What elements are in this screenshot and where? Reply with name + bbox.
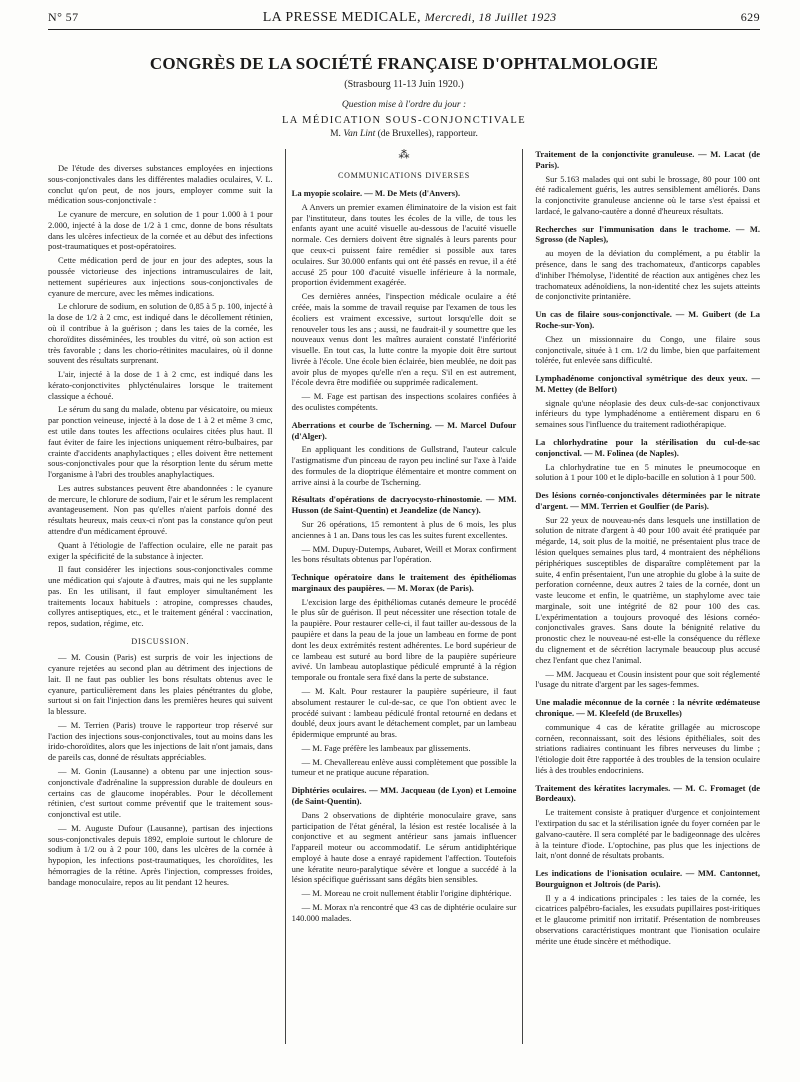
article-title: CONGRÈS DE LA SOCIÉTÉ FRANÇAISE D'OPHTALMOLOGIE [149,54,659,73]
communication-heading: Recherches sur l'immunisation dans le trachome. — M. Sgrosso (de Naples), [535,223,761,245]
paragraph: Le chlorure de sodium, en solution de 0,85 à 5 p. 100, injecté à la dose de 1/2 à 2 cmc, est indiqué dans le décollement rétinien, où il contribue à la guérison ; dans les taies de la cornée, les choroïdites disséminées, les troubles du vitré, où son action est très favorable ; dans les chorio-rétinites maculaires, où il donne souvent des résultats surprenant. [48,301,273,366]
paragraph: La chlorhydratine tue en 5 minutes le pneumocoque en solution à 1 pour 100 et le diplo-bacille en solution à 1 pour 500. [535,461,761,483]
communication-heading: Des lésions cornéo-conjonctivales déterminées par le nitrate d'argent. — MM. Terrien et Goulfier (de Paris). [535,490,761,511]
paragraph: — M. Fage est partisan des inspections scolaires confiées à des oculistes compétents. [291,391,517,412]
paragraph: Sur 5.163 malades qui ont subi le brossage, 80 pour 100 ont été radicalement guéris, les autres sensiblement améliorés. Dans la conjonctivite granuleuse ancienne où le tarse s'est épaissi et lardacé, le galvano-cautère a donné d'heureux résultats. [535,173,761,216]
paragraph: Ces dernières années, l'inspection médicale oculaire a été créée, mais la somme de travail requise par l'examen de tous les écoliers est vraiment excessive, surtout lorsqu'elle doit se renouveler tous les ans ; aussi, ne faudrait-il y soumettre que les nouveaux venus dont les maîtres auraient constaté l'infériorité visuelle. En tout cas, la lutte contre la myopie doit être surtout livrée à l'école. Une école bien éclairée, bien meublée, ne doit pas avoir plus de myopes qu'elle n'en a reçu. S'il en est autrement, l'école devra être modifiée ou supprimée radicalement. [291,291,517,388]
communication-heading: La myopie scolaire. — M. De Mets (d'Anvers). [291,188,461,199]
paragraph: De l'étude des diverses substances employées en injections sous-conjonctivales dans les différentes maladies oculaires, V. L. conclut qu'on peut, de nos jours, employer comme suit la médication sous-conjonctivale : [48,163,273,206]
question-line: Question mise à l'ordre du jour : [341,100,467,110]
issue-number: N° 57 [48,10,79,24]
discussion-heading: DISCUSSION. [131,637,190,647]
communication-heading: Un cas de filaire sous-conjonctivale. — M. Guibert (de La Roche-sur-Yon). [535,309,761,330]
reporter-prefix: M. [330,129,341,139]
paragraph: Cette médication perd de jour en jour des adeptes, sous la poussée victorieuse des injections intramusculaires de lait, nettement supérieures aux injections sous-conjonctivales de cyanure de mercure, avec les mêmes indications. [48,255,273,298]
communication-heading: Technique opératoire dans le traitement des épithéliomas marginaux des paupières. — M. Morax (de Paris). [291,572,517,593]
paragraph: Le sérum du sang du malade, obtenu par vésicatoire, ou mieux par ponction veineuse, injecté à la dose de 1 à 2 et même 3 cmc, est utile dans toutes les affections oculaires citées plus haut. Il faut éviter de faire les injections uniquement rétro-bulbaires, par crainte d'accidents anaphylactiques ; elles doivent être nettement sous-conjonctivales pour que la résorption lente du sérum mette l'organisme à l'abri des troubles anaphylactiques. [48,404,273,480]
reporter-name: Van Lint [343,129,376,139]
paragraph: En appliquant les conditions de Gullstrand, l'auteur calcule l'astigmatisme d'un pinceau de rayon peu incliné sur l'axe à l'aide des formules de la dioptrique élémentaire et montre comment on arrive ainsi à la courbe de Tscherning. [291,444,517,487]
asterism: ⁂ [398,149,410,161]
communication-heading: Aberrations et courbe de Tscherning. — M. Marcel Dufour (d'Alger). [291,419,517,441]
subject-heading: LA MÉDICATION SOUS-CONJONCTIVALE [281,115,527,126]
running-header [48,10,760,30]
paragraph: Sur 26 opérations, 15 remontent à plus de 6 mois, les plus anciennes à 1 an. Dans tous les cas les suites furent excellentes. [291,519,517,540]
paragraph: Le cyanure de mercure, en solution de 1 pour 1.000 à 1 pour 2.000, injecté à la dose de 1/2 à 1 cmc, donne de bons résultats dans les ulcères infectieux de la cornée et au début des infections post-traumatiques et post-opératoires. [48,209,273,252]
communication-heading: Résultats d'opérations de dacryocysto-rhinostomie. — MM. Husson (de Saint-Quentin) et Jeandelize (de Nancy). [291,494,517,516]
paragraph: — M. Cousin (Paris) est surpris de voir les injections de cyanure rejetées au second plan au détriment des injections de lait. Il ne faut pas oublier les bons résultats obtenus avec le cyanure, particulièrement dans les plaies pénétrantes du globe, surtout si on fait l'injection dans les premières heures qui suivent la blessure. [48,652,273,717]
issue-date: Mercredi, 18 Juillet 1923 [424,10,557,24]
paragraph: communique 4 cas de kératite grillagée au microscope cornéen, reconnaissant, soit des lésions épithéliales, soit des striations radiaires continuant les fibres nerveuses du limbe ; l'étiologie doit être rapportée à des troubles de la tension oculaire liés à des troubles endocriniens. [535,721,761,775]
paragraph: Sur 22 yeux de nouveau-nés dans lesquels une instillation de solution de nitrate d'argent à 40 pour 100 avait été pratiquée par mégarde, 14, soit plus de la moitié, ne présentaient plus trace de lésion quelques semaines plus tard, 4 montraient des néphélions périphériques susceptibles de disparaître complètement par la suite, 4 enfin présentaient, l'un une atrophie du globe à la suite de perforation cornéenne, deux autres 2 taies de la cornée, dont un vaste leucome et enfin, le quatrième, un staphylome avec taie marginale, soit une intégrité de 82 pour 100 des cas. L'expérimentation a toujours provoqué des lésions cornéo-conjonctivales graves. Sans doute la bénignité relative du pronostic chez le nouveau-né est-elle la conséquence du réflexe du clignement et de sécrétion lacrymale beaucoup plus accusé chez l'enfant que chez l'animal. [535,514,761,665]
column-middle [285,149,524,1044]
page-number: 629 [740,10,760,24]
reporter-suffix: (de Bruxelles), rapporteur. [377,129,478,139]
paragraph: Les autres substances peuvent être abandonnées : le cyanure de mercure, le chlorure de sodium, l'air et le sérum les remplacent avantageusement. Non pas qu'elles n'aient parfois donné des résultats heureux, mais ceux-ci n'ont pas la constance qu'on peut attendre d'un médicament éprouvé. [48,482,273,536]
paragraph: Il y a 4 indications principales : les taies de la cornée, les cicatrices palpébro-faciales, les exsudats pupillaires post-iritiques et le glaucome primitif non irritatif. Présentation de nombreuses observations caractéristiques montrant que l'ionisation oculaire mérite une étude sincère et méthodique. [535,892,761,946]
section-heading: COMMUNICATIONS DIVERSES [338,170,470,180]
paragraph: — M. Fage préfère les lambeaux par glissements. [301,742,471,753]
communication-heading: Une maladie méconnue de la cornée : la névrite œdémateuse chronique. — M. Kleefeld (de Bruxelles) [535,697,761,718]
column-right [535,149,760,1044]
article-subtitle: (Strasbourg 11-13 Juin 1920.) [344,79,464,90]
paragraph: — M. Gonin (Lausanne) a obtenu par une injection sous-conjonctivale d'adrénaline la suppression durable de douleurs en certains cas de glaucome inopérables. Pour le décollement rétinien, c'est surtout comme préventif que le traitement sous-conjonctival est utile. [48,766,273,820]
paragraph: Quant à l'étiologie de l'affection oculaire, elle ne parait pas exiger la spécificité de la substance à injecter. [48,539,273,561]
paragraph: Chez un missionnaire du Congo, une filaire sous conjonctivale, située à 1 cm. 1/2 du limbe, bien que parfaitement tolérée, fut enlevée sans difficulté. [535,333,761,366]
paragraph: Il faut considérer les injections sous-conjonctivales comme une médication qui s'ajoute à d'autres, mais qui ne les supplante pas. En les utilisant, il faut employer simultanément les traitements locaux habituels : atropine, compresses chaudes, collyres antiseptiques, etc., et le traitement général : vaccination, repos, sudation, régime, etc. [48,564,273,629]
paragraph: — M. Morax n'a rencontré que 43 cas de diphtérie oculaire sur 140.000 malades. [291,902,517,923]
paragraph: signale qu'une néoplasie des deux culs-de-sac conjonctivaux inférieurs du type lymphadénome a entièrement disparu en 6 semaines sous l'influence du traitement radiothérapique. [535,397,761,430]
communication-heading: Les indications de l'ionisation oculaire. — MM. Cantonnet, Bourguignon et Joltrois (de Paris). [535,868,761,889]
journal-title [263,10,557,26]
paragraph: — M. Moreau ne croit nullement établir l'origine diphtérique. [301,888,512,899]
paragraph: — M. Auguste Dufour (Lausanne), partisan des injections sous-conjonctivales depuis 1892, emploie surtout le chlorure de sodium à 1/2 ou à 2 pour 100, dans les ulcères de la cornée à hypopion, les infections post-traumatiques, les choroïdites, les hémorragies de la rétine. Après l'injection, compresses froides, bandage monoculaire, repos au lit pendant 12 heures. [48,822,273,887]
paragraph: — M. Terrien (Paris) trouve le rapporteur trop réservé sur l'action des injections sous-conjonctivales, tout au moins dans les irido-choroïdites, alors que les injections de lait n'ont jamais, dans de pareils cas, donné de résultats appréciables. [48,719,273,763]
paragraph: L'air, injecté à la dose de 1 à 2 cmc, est indiqué dans les kérato-conjonctivites phlycténulaires lorsque le traitement classique a échoué. [48,369,273,401]
paragraph: au moyen de la déviation du complément, a pu établir la présence, dans le sang des trachomateux, d'anticorps capables d'inhiber l'hémolyse, l'identité de réaction aux antigènes chez les trachomateux adénoïdiens, la non-identité chez les sujets atteints de conjonctivite printanière. [535,248,761,302]
communication-heading: Lymphadénome conjonctival symétrique des deux yeux. — M. Mettey (de Belfort) [535,373,761,394]
paragraph: — M. Chevallereau enlève aussi complètement que possible la tumeur et ne pratique aucune réparation. [291,756,517,778]
paragraph: — M. Kalt. Pour restaurer la paupière supérieure, il faut absolument restaurer le cul-de-sac, ce que l'on obtient avec le procédé suivant : lambeau pédiculé frontal retourné en dedans et doublé, deux jours avant le détachement complet, par un lambeau épidermique emprunté au bras. [291,685,517,740]
paragraph: — MM. Dupuy-Dutemps, Aubaret, Weill et Morax confirment les bons résultats obtenus par l'opération. [291,543,517,565]
communication-heading: Diphtéries oculaires. — MM. Jacqueau (de Lyon) et Lemoine (de Saint-Quentin). [291,785,517,806]
article-columns [48,149,760,1044]
column-left [48,149,273,1044]
paragraph: A Anvers un premier examen éliminatoire de la vision est fait par l'instituteur, dans toutes les écoles de la ville, de tous les enfants ayant une acuité visuelle au-dessous de l'acuité visuelle normale. Ces derniers doivent être signalés à leurs parents pour que ceux-ci puissent faire remédier si possible aux tares oculaires. Sur 30.000 enfants qui ont été passés en revue, il a été accusé 25 pour 100 d'acuité visuelle inférieure à la normale, proportion évidemment exagérée. [291,201,517,288]
communication-heading: La chlorhydratine pour la stérilisation du cul-de-sac conjonctival. — M. Folinea (de Naples). [535,436,761,458]
paragraph: — MM. Jacqueau et Cousin insistent pour que soit réglementé l'usage du nitrate d'argent par les sages-femmes. [535,668,761,690]
paragraph: Le traitement consiste à pratiquer d'urgence et conjointement l'extirpation du sac et la stérilisation ignée du foyer cornéen par le galvano-cautère. Il sera complété par le badigeonnage des ulcères à la teinture d'iode. L'optochine, pas plus que les injections de lait, n'ont donné de résultats probants. [535,807,761,861]
communication-heading: Traitement des kératites lacrymales. — M. C. Fromaget (de Bordeaux). [535,782,761,804]
communication-heading: Traitement de la conjonctivite granuleuse. — M. Lacat (de Paris). [535,149,761,170]
journal-name: LA PRESSE MEDICALE, [262,10,421,25]
paragraph: Dans 2 observations de diphtérie monoculaire grave, sans participation de l'état général, la lésion est restée localisée à la conjonctive et au segment antérieur sans jamais influencer l'appareil moteur ou accommodatif. Le sérum antidiphtérique employé à haute dose a enrayé rapidement l'affection. Toutefois une kératite neuro-paralytique sévère et longue a succédé à la lésion spécifique guérissant sans dégâts bien sensibles. [291,809,517,885]
paragraph: L'excision large des épithéliomas cutanés demeure le procédé le plus sûr de guérison. Il peut nécessiter une résection totale de la paupière. Pour restaurer celle-ci, il faut tailler au-dessous de la paupière et dans la peau de la joue un lambeau en forme de pont dont les deux extrémités restent adhérentes. Le bord supérieur de ce lambeau est suturé au bord libre de la paupière supérieure avivé. Un lambeau autoplastique pédiculé emprunté à la région temporale ou frontale sera fixé dans la perte de substance. [291,596,517,683]
reporter-line [48,129,760,139]
